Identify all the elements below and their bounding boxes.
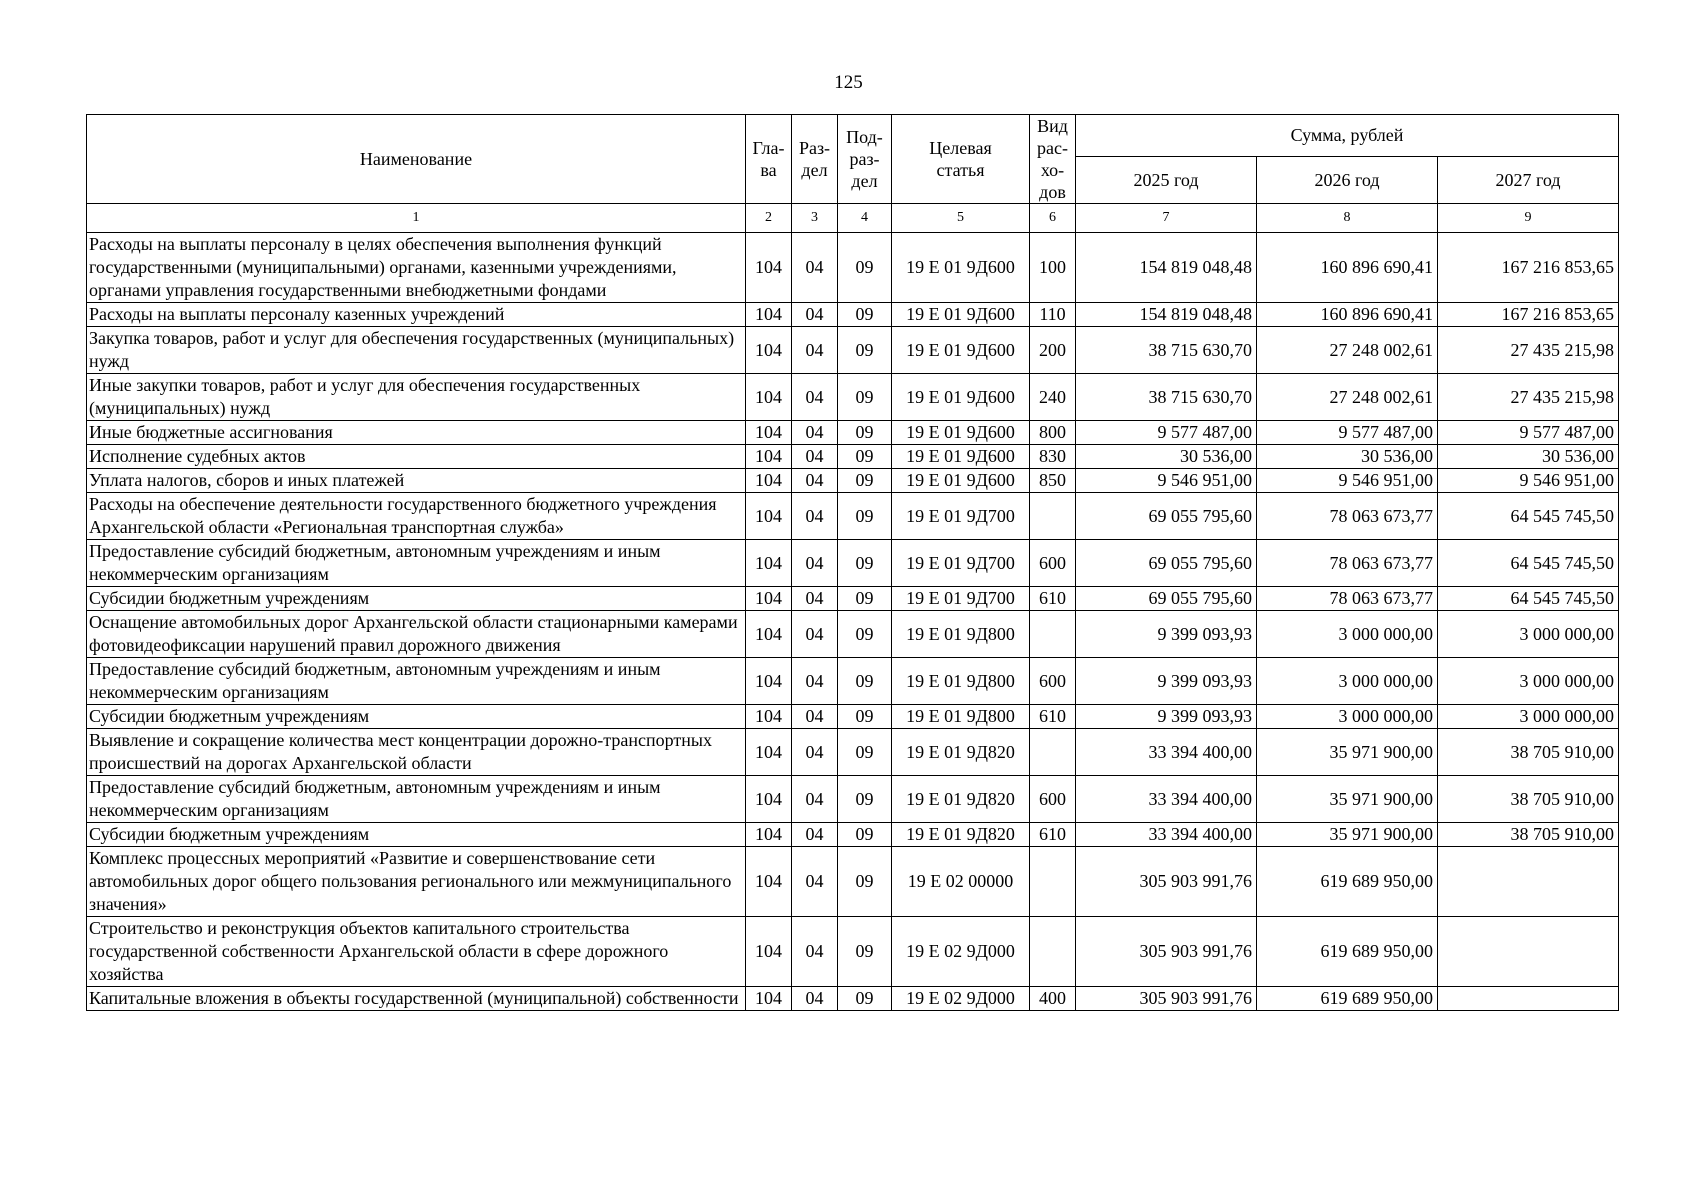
row-celevaya-statya: 19 Е 01 9Д600 <box>892 374 1030 421</box>
row-celevaya-statya: 19 Е 01 9Д600 <box>892 233 1030 303</box>
row-vid-rashodov <box>1030 847 1076 917</box>
row-sum-2025: 38 715 630,70 <box>1076 374 1257 421</box>
column-number: 2 <box>746 204 792 233</box>
row-celevaya-statya: 19 Е 01 9Д700 <box>892 540 1030 587</box>
table-row <box>87 847 1619 917</box>
row-sum-2026: 78 063 673,77 <box>1257 493 1438 540</box>
row-celevaya-statya: 19 Е 01 9Д800 <box>892 658 1030 705</box>
row-name: Расходы на обеспечение деятельности государственного бюджетного учреждения Архангельской области «Региональная транспортная служба» <box>87 493 746 540</box>
row-sum-2026: 3 000 000,00 <box>1257 611 1438 658</box>
row-name: Субсидии бюджетным учреждениям <box>87 705 746 729</box>
row-sum-2027: 64 545 745,50 <box>1438 587 1619 611</box>
column-number: 5 <box>892 204 1030 233</box>
row-glava: 104 <box>746 587 792 611</box>
row-vid-rashodov <box>1030 729 1076 776</box>
header-razdel: Раз- дел <box>792 115 838 204</box>
row-sum-2026: 35 971 900,00 <box>1257 823 1438 847</box>
row-razdel: 04 <box>792 327 838 374</box>
row-podrazdel: 09 <box>838 469 892 493</box>
row-sum-2027: 167 216 853,65 <box>1438 303 1619 327</box>
row-vid-rashodov <box>1030 917 1076 987</box>
row-sum-2025: 33 394 400,00 <box>1076 776 1257 823</box>
row-podrazdel: 09 <box>838 705 892 729</box>
table-row <box>87 658 1619 705</box>
header-vid-rashodov: Вид рас- хо- дов <box>1030 115 1076 204</box>
row-celevaya-statya: 19 Е 01 9Д600 <box>892 469 1030 493</box>
row-podrazdel: 09 <box>838 658 892 705</box>
row-celevaya-statya: 19 Е 01 9Д820 <box>892 776 1030 823</box>
row-razdel: 04 <box>792 705 838 729</box>
row-sum-2025: 33 394 400,00 <box>1076 729 1257 776</box>
row-vid-rashodov: 830 <box>1030 445 1076 469</box>
row-podrazdel: 09 <box>838 729 892 776</box>
row-name: Расходы на выплаты персоналу казенных учреждений <box>87 303 746 327</box>
column-number: 9 <box>1438 204 1619 233</box>
row-razdel: 04 <box>792 303 838 327</box>
row-podrazdel: 09 <box>838 823 892 847</box>
row-vid-rashodov: 600 <box>1030 776 1076 823</box>
budget-table <box>86 114 1619 1011</box>
row-name: Исполнение судебных актов <box>87 445 746 469</box>
row-celevaya-statya: 19 Е 01 9Д700 <box>892 587 1030 611</box>
row-podrazdel: 09 <box>838 540 892 587</box>
row-razdel: 04 <box>792 611 838 658</box>
row-name: Предоставление субсидий бюджетным, автономным учреждениям и иным некоммерческим организациям <box>87 776 746 823</box>
row-glava: 104 <box>746 493 792 540</box>
row-sum-2025: 154 819 048,48 <box>1076 303 1257 327</box>
row-vid-rashodov: 400 <box>1030 987 1076 1011</box>
row-sum-2027: 167 216 853,65 <box>1438 233 1619 303</box>
row-name: Предоставление субсидий бюджетным, автономным учреждениям и иным некоммерческим организациям <box>87 658 746 705</box>
row-razdel: 04 <box>792 776 838 823</box>
row-sum-2025: 69 055 795,60 <box>1076 493 1257 540</box>
table-row <box>87 233 1619 303</box>
column-number: 6 <box>1030 204 1076 233</box>
row-sum-2027: 38 705 910,00 <box>1438 729 1619 776</box>
row-razdel: 04 <box>792 823 838 847</box>
table-row <box>87 987 1619 1011</box>
row-sum-2027: 64 545 745,50 <box>1438 540 1619 587</box>
row-vid-rashodov: 610 <box>1030 705 1076 729</box>
row-sum-2026: 160 896 690,41 <box>1257 233 1438 303</box>
row-sum-2025: 38 715 630,70 <box>1076 327 1257 374</box>
row-podrazdel: 09 <box>838 327 892 374</box>
row-glava: 104 <box>746 705 792 729</box>
row-glava: 104 <box>746 987 792 1011</box>
row-glava: 104 <box>746 327 792 374</box>
row-vid-rashodov: 610 <box>1030 587 1076 611</box>
row-vid-rashodov: 100 <box>1030 233 1076 303</box>
row-name: Субсидии бюджетным учреждениям <box>87 823 746 847</box>
row-sum-2025: 30 536,00 <box>1076 445 1257 469</box>
table-row <box>87 705 1619 729</box>
row-razdel: 04 <box>792 445 838 469</box>
row-name: Строительство и реконструкция объектов капитального строительства государственной собственности Архангельской области в сфере дорожного хозяйства <box>87 917 746 987</box>
row-podrazdel: 09 <box>838 493 892 540</box>
row-glava: 104 <box>746 445 792 469</box>
row-glava: 104 <box>746 729 792 776</box>
row-celevaya-statya: 19 Е 01 9Д600 <box>892 303 1030 327</box>
row-vid-rashodov: 610 <box>1030 823 1076 847</box>
row-glava: 104 <box>746 374 792 421</box>
row-sum-2027: 3 000 000,00 <box>1438 658 1619 705</box>
row-name: Выявление и сокращение количества мест концентрации дорожно-транспортных происшествий на дорогах Архангельской области <box>87 729 746 776</box>
row-sum-2025: 9 577 487,00 <box>1076 421 1257 445</box>
row-celevaya-statya: 19 Е 01 9Д600 <box>892 327 1030 374</box>
row-sum-2025: 154 819 048,48 <box>1076 233 1257 303</box>
row-podrazdel: 09 <box>838 233 892 303</box>
column-number: 7 <box>1076 204 1257 233</box>
row-vid-rashodov: 200 <box>1030 327 1076 374</box>
header-name: Наименование <box>87 115 746 204</box>
row-sum-2027: 27 435 215,98 <box>1438 327 1619 374</box>
row-name: Оснащение автомобильных дорог Архангельской области стационарными камерами фотовидеофиксации нарушений правил дорожного движения <box>87 611 746 658</box>
row-glava: 104 <box>746 823 792 847</box>
row-sum-2027 <box>1438 847 1619 917</box>
row-razdel: 04 <box>792 729 838 776</box>
table-row <box>87 729 1619 776</box>
row-razdel: 04 <box>792 847 838 917</box>
row-celevaya-statya: 19 Е 02 9Д000 <box>892 987 1030 1011</box>
row-sum-2025: 69 055 795,60 <box>1076 587 1257 611</box>
row-sum-2026: 160 896 690,41 <box>1257 303 1438 327</box>
row-sum-2027: 38 705 910,00 <box>1438 776 1619 823</box>
header-sum: Сумма, рублей <box>1076 115 1619 157</box>
row-razdel: 04 <box>792 917 838 987</box>
table-row <box>87 327 1619 374</box>
row-podrazdel: 09 <box>838 587 892 611</box>
column-number: 3 <box>792 204 838 233</box>
column-number: 4 <box>838 204 892 233</box>
column-number: 1 <box>87 204 746 233</box>
row-sum-2026: 619 689 950,00 <box>1257 987 1438 1011</box>
header-glava: Гла- ва <box>746 115 792 204</box>
row-name: Иные закупки товаров, работ и услуг для обеспечения государственных (муниципальных) нужд <box>87 374 746 421</box>
row-sum-2026: 27 248 002,61 <box>1257 374 1438 421</box>
row-vid-rashodov: 110 <box>1030 303 1076 327</box>
row-sum-2027: 38 705 910,00 <box>1438 823 1619 847</box>
row-sum-2025: 69 055 795,60 <box>1076 540 1257 587</box>
row-sum-2025: 9 399 093,93 <box>1076 611 1257 658</box>
row-sum-2026: 78 063 673,77 <box>1257 587 1438 611</box>
row-sum-2026: 78 063 673,77 <box>1257 540 1438 587</box>
table-row <box>87 917 1619 987</box>
row-glava: 104 <box>746 233 792 303</box>
row-podrazdel: 09 <box>838 776 892 823</box>
row-sum-2027: 27 435 215,98 <box>1438 374 1619 421</box>
row-vid-rashodov: 850 <box>1030 469 1076 493</box>
row-sum-2025: 305 903 991,76 <box>1076 987 1257 1011</box>
row-name: Капитальные вложения в объекты государственной (муниципальной) собственности <box>87 987 746 1011</box>
row-name: Комплекс процессных мероприятий «Развитие и совершенствование сети автомобильных дорог общего пользования регионального или межмуниципального значения» <box>87 847 746 917</box>
row-sum-2026: 9 577 487,00 <box>1257 421 1438 445</box>
row-sum-2025: 305 903 991,76 <box>1076 847 1257 917</box>
row-glava: 104 <box>746 421 792 445</box>
table-row <box>87 445 1619 469</box>
table-row <box>87 776 1619 823</box>
row-sum-2027 <box>1438 987 1619 1011</box>
row-celevaya-statya: 19 Е 01 9Д600 <box>892 421 1030 445</box>
header-celevaya-statya: Целевая статья <box>892 115 1030 204</box>
row-sum-2027: 3 000 000,00 <box>1438 705 1619 729</box>
row-podrazdel: 09 <box>838 421 892 445</box>
row-celevaya-statya: 19 Е 01 9Д700 <box>892 493 1030 540</box>
row-sum-2026: 619 689 950,00 <box>1257 847 1438 917</box>
row-name: Уплата налогов, сборов и иных платежей <box>87 469 746 493</box>
row-celevaya-statya: 19 Е 01 9Д800 <box>892 611 1030 658</box>
row-name: Субсидии бюджетным учреждениям <box>87 587 746 611</box>
row-glava: 104 <box>746 917 792 987</box>
row-glava: 104 <box>746 847 792 917</box>
row-podrazdel: 09 <box>838 917 892 987</box>
row-celevaya-statya: 19 Е 01 9Д820 <box>892 729 1030 776</box>
row-vid-rashodov <box>1030 493 1076 540</box>
table-row <box>87 587 1619 611</box>
row-podrazdel: 09 <box>838 445 892 469</box>
row-razdel: 04 <box>792 493 838 540</box>
table-row <box>87 374 1619 421</box>
row-sum-2025: 9 399 093,93 <box>1076 658 1257 705</box>
row-podrazdel: 09 <box>838 987 892 1011</box>
row-sum-2027: 3 000 000,00 <box>1438 611 1619 658</box>
row-podrazdel: 09 <box>838 847 892 917</box>
row-sum-2025: 9 546 951,00 <box>1076 469 1257 493</box>
table-row <box>87 303 1619 327</box>
row-podrazdel: 09 <box>838 611 892 658</box>
row-sum-2025: 9 399 093,93 <box>1076 705 1257 729</box>
table-row <box>87 611 1619 658</box>
table-row <box>87 493 1619 540</box>
row-glava: 104 <box>746 540 792 587</box>
row-razdel: 04 <box>792 658 838 705</box>
row-sum-2026: 3 000 000,00 <box>1257 705 1438 729</box>
row-sum-2027 <box>1438 917 1619 987</box>
page-number: 125 <box>834 72 863 93</box>
row-razdel: 04 <box>792 987 838 1011</box>
row-vid-rashodov: 800 <box>1030 421 1076 445</box>
row-razdel: 04 <box>792 374 838 421</box>
row-vid-rashodov <box>1030 611 1076 658</box>
row-sum-2025: 33 394 400,00 <box>1076 823 1257 847</box>
row-name: Предоставление субсидий бюджетным, автономным учреждениям и иным некоммерческим организациям <box>87 540 746 587</box>
column-number-row <box>87 204 1619 233</box>
row-celevaya-statya: 19 Е 01 9Д820 <box>892 823 1030 847</box>
row-podrazdel: 09 <box>838 374 892 421</box>
row-sum-2026: 619 689 950,00 <box>1257 917 1438 987</box>
row-razdel: 04 <box>792 421 838 445</box>
row-sum-2027: 9 546 951,00 <box>1438 469 1619 493</box>
row-celevaya-statya: 19 Е 01 9Д800 <box>892 705 1030 729</box>
row-name: Расходы на выплаты персоналу в целях обеспечения выполнения функций государственными (муниципальными) органами, казенными учреждениями, органами управления государственными внебюджетными фондами <box>87 233 746 303</box>
row-sum-2027: 64 545 745,50 <box>1438 493 1619 540</box>
header-year-2026: 2026 год <box>1257 157 1438 204</box>
row-vid-rashodov: 240 <box>1030 374 1076 421</box>
row-celevaya-statya: 19 Е 02 9Д000 <box>892 917 1030 987</box>
row-sum-2027: 30 536,00 <box>1438 445 1619 469</box>
row-vid-rashodov: 600 <box>1030 658 1076 705</box>
row-glava: 104 <box>746 611 792 658</box>
table-row <box>87 823 1619 847</box>
row-razdel: 04 <box>792 469 838 493</box>
row-celevaya-statya: 19 Е 02 00000 <box>892 847 1030 917</box>
row-vid-rashodov: 600 <box>1030 540 1076 587</box>
row-razdel: 04 <box>792 233 838 303</box>
row-glava: 104 <box>746 303 792 327</box>
row-sum-2026: 27 248 002,61 <box>1257 327 1438 374</box>
row-celevaya-statya: 19 Е 01 9Д600 <box>892 445 1030 469</box>
row-glava: 104 <box>746 658 792 705</box>
row-sum-2026: 3 000 000,00 <box>1257 658 1438 705</box>
row-sum-2026: 9 546 951,00 <box>1257 469 1438 493</box>
row-sum-2026: 35 971 900,00 <box>1257 729 1438 776</box>
row-sum-2026: 35 971 900,00 <box>1257 776 1438 823</box>
table-row <box>87 421 1619 445</box>
header-year-2025: 2025 год <box>1076 157 1257 204</box>
row-sum-2027: 9 577 487,00 <box>1438 421 1619 445</box>
row-glava: 104 <box>746 469 792 493</box>
row-name: Иные бюджетные ассигнования <box>87 421 746 445</box>
table-row <box>87 540 1619 587</box>
header-year-2027: 2027 год <box>1438 157 1619 204</box>
row-razdel: 04 <box>792 540 838 587</box>
table-row <box>87 469 1619 493</box>
row-podrazdel: 09 <box>838 303 892 327</box>
header-podrazdel: Под- раз- дел <box>838 115 892 204</box>
row-glava: 104 <box>746 776 792 823</box>
row-sum-2026: 30 536,00 <box>1257 445 1438 469</box>
row-razdel: 04 <box>792 587 838 611</box>
column-number: 8 <box>1257 204 1438 233</box>
row-sum-2025: 305 903 991,76 <box>1076 917 1257 987</box>
row-name: Закупка товаров, работ и услуг для обеспечения государственных (муниципальных) нужд <box>87 327 746 374</box>
